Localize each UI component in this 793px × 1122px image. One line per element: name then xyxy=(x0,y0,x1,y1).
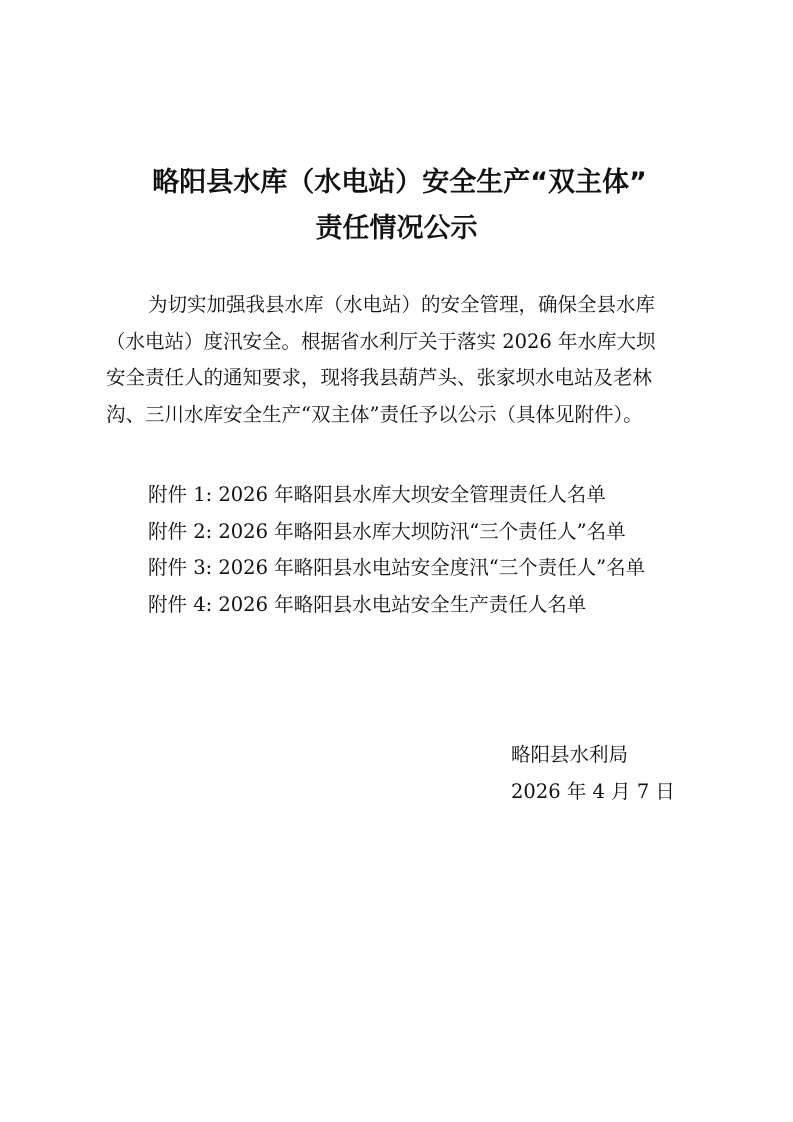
issue-date: 2026 年 4 月 7 日 xyxy=(511,779,675,803)
body-line-2: （水电站）度汛安全。根据省水利厅关于落实 2026 年水库大坝 xyxy=(106,329,656,353)
body-line-4: 沟、三川水库安全生产“双主体”责任予以公示（具体见附件）。 xyxy=(106,402,643,426)
signature-block xyxy=(511,737,675,810)
attachment-item-4: 附件 4: 2026 年略阳县水电站安全生产责任人名单 xyxy=(148,592,587,616)
body-paragraph xyxy=(106,287,706,433)
body-line-1-text: 为切实加强我县水库（水电站）的安全管理，确保全县水库 xyxy=(148,293,656,316)
body-line-3: 安全责任人的通知要求，现将我县葫芦头、张家坝水电站及老林 xyxy=(106,366,653,389)
document-title xyxy=(0,160,793,252)
issuer-name: 略阳县水利局 xyxy=(511,743,629,766)
attachment-item-2: 附件 2: 2026 年略阳县水库大坝防汛“三个责任人”名单 xyxy=(148,519,626,543)
attachment-item-3: 附件 3: 2026 年略阳县水电站安全度汛“三个责任人”名单 xyxy=(148,556,646,579)
title-line-1: 略阳县水库（水电站）安全生产“双主体” xyxy=(152,167,647,198)
body-line-1 xyxy=(106,287,706,324)
attachment-list xyxy=(148,477,748,623)
title-line-2: 责任情况公示 xyxy=(315,213,478,244)
attachment-item-1: 附件 1: 2026 年略阳县水库大坝安全管理责任人名单 xyxy=(148,483,606,506)
